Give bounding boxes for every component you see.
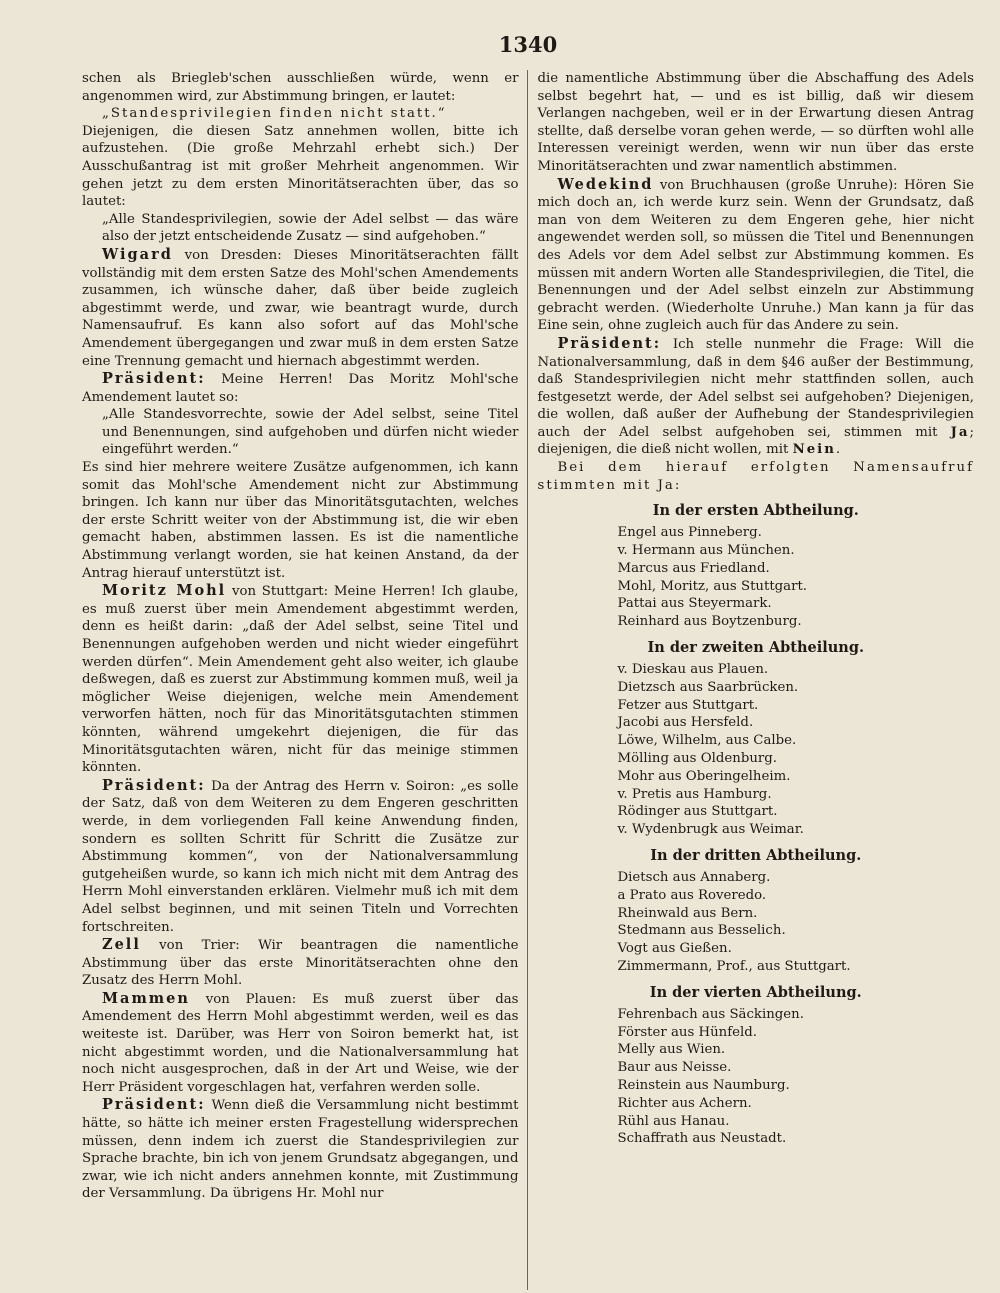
section-heading-third: In der dritten Abtheilung. — [650, 847, 862, 864]
list-item: Mohr aus Oberingelheim. — [617, 768, 791, 784]
section-heading-fourth: In der vierten Abtheilung. — [649, 983, 862, 1001]
list-item: Marcus aus Friedland. — [617, 560, 770, 576]
speech-text: von Plauen: Es muß zuerst über das Amendement des Herrn Mohl abgestimmt werden, weil es das weiteste ist. Darüber, was Herr von Soiron bemerkt hat, ist nicht abgestimmt worden, und die Nationalversammlung hat noch nicht ausgesprochen, daß in der Art und Weise, wie der Herr Präsident vorgeschlagen hat, verfahren werden solle. — [82, 991, 519, 1095]
speech-text: von Dresden: Dieses Minoritätserachten fällt vollständig mit dem ersten Satze des Mohl'schen Amendements zusammen, ich wünsche daher, daß über beide zugleich abgestimmt werde, und zwar, wie beantragt wurde, durch Namensaufruf. Es kann also sofort auf das Mohl'sche Amendement übergegangen und zwar muß in dem ersten Satze eine Trennung gemacht und hiernach abgestimmt werden. — [82, 247, 519, 369]
speech-text: von Trier: Wir beantragen die namentliche Abstimmung über das erste Minoritätserachten ohne den Zusatz des Herrn Mohl. — [82, 938, 519, 989]
list-item: Pattai aus Steyermark. — [617, 596, 772, 612]
speech-paragraph — [82, 246, 519, 370]
speaker-name: Präsident: — [102, 370, 206, 388]
list-item: Zimmermann, Prof., aus Stuttgart. — [617, 958, 851, 974]
vote-list-first — [538, 524, 975, 631]
quote: „Standesprivilegien finden nicht statt.“ — [102, 106, 447, 122]
speech-text: . — [835, 442, 841, 458]
list-item: Vogt aus Gießen. — [617, 941, 732, 957]
list-item: Löwe, Wilhelm, aus Calbe. — [617, 733, 797, 749]
list-item: Förster aus Hünfeld. — [617, 1024, 758, 1040]
speech-paragraph — [82, 777, 519, 936]
quote: „Alle Standesvorrechte, sowie der Adel selbst, seine Titel und Benennungen, sind aufgehoben und dürfen nicht wieder eingeführt werden.“ — [102, 407, 519, 458]
vote-list-fourth — [538, 1006, 975, 1148]
page-number: 1340 — [498, 32, 558, 57]
left-column — [82, 70, 527, 1290]
list-item: Reinhard aus Boytzenburg. — [617, 614, 802, 630]
speaker-name: Präsident: — [102, 776, 206, 794]
list-item: Baur aus Neisse. — [617, 1060, 732, 1076]
speaker-name: Zell — [102, 936, 141, 954]
text-columns — [82, 70, 974, 1290]
list-item: Reinstein aus Naumburg. — [617, 1077, 790, 1093]
speaker-name: Wedekind — [557, 175, 654, 193]
roll-call-intro: Bei dem hierauf erfolgten Namensaufruf stimmten mit Ja: — [537, 460, 974, 493]
speech-text: Da der Antrag des Herrn v. Soiron: „es solle der Satz, daß von dem Weiteren zu dem Engeren geschritten werde, in dem vorliegenden Fall keine Anwendung finden, sondern es sollten Schritt für Schritt die Zusätze zur Abstimmung kommen“, von der Nationalversammlung gutgeheißen wurde, so kann ich mich nicht mit dem Antrag des Herrn Mohl einverstanden erklären. Vielmehr muß ich mit dem Adel selbst beginnen, und mit seinen Titeln und Vorrechten fortschreiten. — [82, 778, 519, 935]
speech-text: Meine Herren! Das Moritz Mohl'sche Amendement lautet so: — [82, 372, 519, 405]
speech-text: von Bruchhausen (große Unruhe): Hören Sie mich doch an, ich werde kurz sein. Wenn der Grundsatz, daß man von dem Weiteren zu dem Engeren gehe, hier nicht angewendet werden soll, so müssen die Titel und Benennungen des Adels vor dem Adel selbst zur Abstimmung kommen. Es müssen mit andern Worten alle Standesprivilegien, die Titel, die Benennungen und der Adel selbst einzeln zur Abstimmung gebracht werden. (Wiederholte Unruhe.) Man kann ja für das Eine sein, ohne zugleich auch für das Andere zu sein. — [537, 177, 974, 334]
nein-label: Nein — [792, 442, 836, 458]
speech-paragraph — [82, 370, 519, 406]
ja-label: Ja — [950, 424, 970, 440]
list-item: Mohl, Moritz, aus Stuttgart. — [617, 578, 808, 594]
list-item: Dietsch aus Annaberg. — [617, 870, 771, 885]
paragraph: die namentliche Abstimmung über die Abschaffung des Adels selbst begehrt hat, — und es ist billig, daß wir diesem Verlangen nachgeben, weil er in der Erwartung diesen Antrag stellte, daß derselbe voran gehen werde, — so dürften wohl alle Interessen vereinigt werden, wenn wir nun über das erste Minoritätserachten und zwar namentlich abstimmen. — [537, 71, 974, 174]
list-item: Fetzer aus Stuttgart. — [617, 697, 759, 713]
list-item: Rühl aus Hanau. — [617, 1113, 730, 1129]
list-item: a Prato aus Roveredo. — [617, 887, 767, 903]
list-item: v. Pretis aus Hamburg. — [617, 786, 772, 802]
paragraph: Es sind hier mehrere weitere Zusätze aufgenommen, ich kann somit das Mohl'sche Amendement nicht zur Abstimmung bringen. Ich kann nur über das Minoritätsgutachten, welches der erste Schritt weiter von der Abstimmung ist, die wir eben gemacht haben, abstimmen lassen. Es ist die namentliche Abstimmung verlangt worden, sie hat keinen Anstand, da der Antrag hierauf unterstützt ist. — [82, 460, 519, 581]
speaker-name: Präsident: — [102, 1096, 206, 1114]
list-item: v. Hermann aus München. — [617, 543, 795, 559]
vote-list-second — [538, 661, 975, 839]
speech-paragraph — [82, 582, 519, 777]
speaker-name: Moritz Mohl — [102, 582, 227, 600]
quote: „Alle Standesprivilegien, sowie der Adel selbst — das wäre also der jetzt entscheidende Zusatz — sind aufgehoben.“ — [102, 211, 519, 245]
list-item: Rheinwald aus Bern. — [617, 905, 758, 921]
speaker-name: Präsident: — [557, 334, 662, 352]
speech-paragraph — [82, 1096, 519, 1203]
list-item: Stedmann aus Besselich. — [617, 923, 786, 939]
paragraph: schen als Briegleb'schen ausschließen würde, wenn er angenommen wird, zur Abstimmung bringen, er lautet: — [82, 71, 519, 104]
speech-text: ; diejenigen, die dieß nicht wollen, mit — [537, 424, 974, 458]
speech-text: von Stuttgart: Meine Herren! Ich glaube, es muß zuerst über mein Amendement abgestimmt werden, denn es heißt darin: „daß der Adel selbst, seine Titel und Benennungen aufgehoben werden und nicht wieder eingeführt werden dürfen“. Mein Amendement geht also weiter, ich glaube deßwegen, daß es zuerst zur Abstimmung kommen muß, weil ja möglicher Weise diejenigen, welche mein Amendement verworfen hätten, noch für das Minoritätsgutachten stimmen könnten, während umgekehrt diejenigen, die für das Minoritätsgutachten wären, nicht für das meinige stimmen könnten. — [82, 584, 519, 776]
section-heading-second: In der zweiten Abtheilung. — [647, 639, 865, 657]
section-heading-first: In der ersten Abtheilung. — [652, 502, 859, 520]
paragraph: Diejenigen, die diesen Satz annehmen wollen, bitte ich aufzustehen. (Die große Mehrzahl erhebt sich.) Der Ausschußantrag ist mit großer Mehrheit angenommen. Wir gehen jetzt zu dem ersten Minoritätserachten über, das so lautet: — [82, 123, 519, 210]
list-item: Jacobi aus Hersfeld. — [617, 715, 754, 731]
list-item: Mölling aus Oldenburg. — [617, 751, 777, 767]
speech-text: Ich stelle nunmehr die Frage: Will die Nationalversammlung, daß in dem §46 außer der Bestimmung, daß Standesprivilegien nicht mehr stattfinden sollen, auch festgesetzt werde, der Adel selbst sei aufgehoben? Diejenigen, die wollen, daß außer der Aufhebung der Standesprivilegien auch der Adel selbst aufgehoben sei, stimmen mit — [537, 336, 974, 440]
list-item: Dietzsch aus Saarbrücken. — [617, 679, 799, 695]
list-item: Engel aus Pinneberg. — [617, 525, 762, 541]
speaker-name: Mammen — [102, 989, 190, 1007]
right-column — [527, 70, 975, 1290]
list-item: Schaffrath aus Neustadt. — [617, 1131, 787, 1147]
list-item: Melly aus Wien. — [617, 1042, 726, 1058]
speaker-name: Wigard — [102, 245, 173, 263]
speech-paragraph — [82, 990, 519, 1097]
speech-text: Wenn dieß die Versammlung nicht bestimmt hätte, so hätte ich meiner ersten Fragestellung widersprechen müssen, denn indem ich zuerst die Standesprivilegien zur Sprache brachte, bin ich von jenem Grundsatz abgegangen, und zwar, wie ich nicht anders annehmen konnte, mit Zustimmung der Versammlung. Da übrigens Hr. Mohl nur — [82, 1098, 519, 1202]
list-item: v. Dieskau aus Plauen. — [617, 662, 769, 678]
speech-paragraph — [538, 176, 975, 335]
list-item: v. Wydenbrugk aus Weimar. — [617, 822, 804, 838]
speech-paragraph — [82, 936, 519, 990]
list-item: Rödinger aus Stuttgart. — [617, 804, 778, 820]
list-item: Fehrenbach aus Säckingen. — [617, 1006, 804, 1022]
vote-list-third — [538, 869, 975, 976]
speech-paragraph — [538, 335, 975, 459]
list-item: Richter aus Achern. — [617, 1095, 752, 1111]
